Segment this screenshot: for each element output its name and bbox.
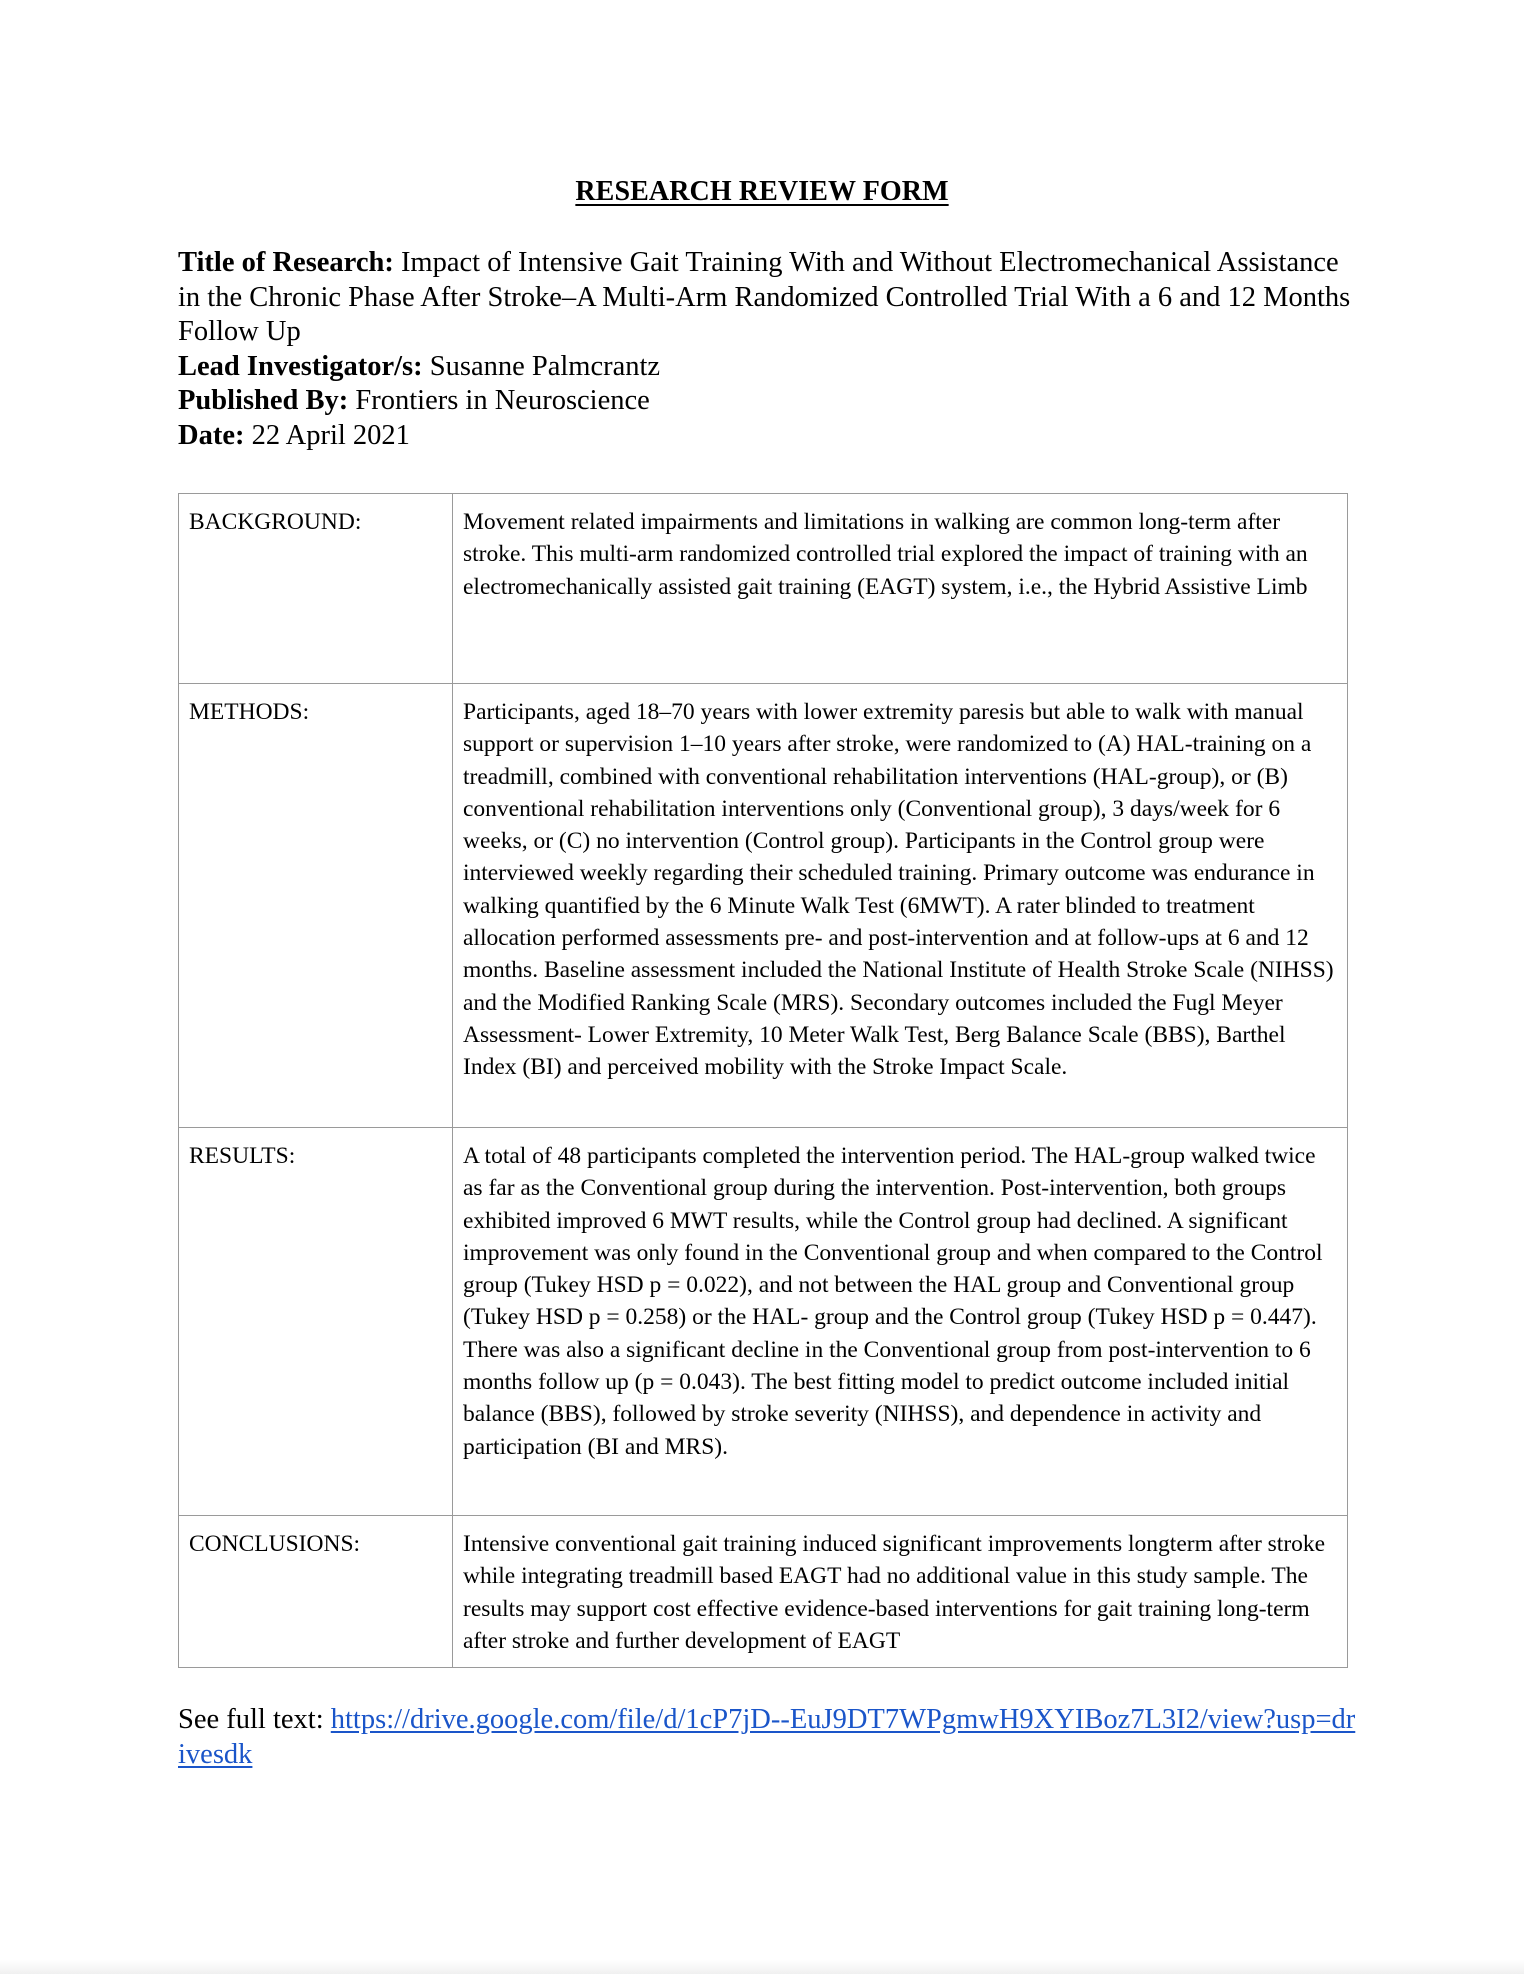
section-label: RESULTS:: [179, 1128, 453, 1516]
section-label: CONCLUSIONS:: [179, 1516, 453, 1668]
title-label: Title of Research:: [178, 247, 394, 278]
title-value: Impact of Intensive Gait Training With and Without Electromechanical Assistance in the Chronic Phase After Stroke–A Multi-Arm Randomized Controlled Trial With a 6 and 12 Months Follow Up: [178, 247, 1351, 348]
section-text: A total of 48 participants completed the intervention period. The HAL-group walked twice as far as the Conventional group during the intervention. Post-intervention, both groups exhibited improved 6 MWT results, while the Control group had declined. A significant improvement was only found in the Conventional group and when compared to the Control group (Tukey HSD p = 0.022), and not between the HAL group and Conventional group (Tukey HSD p = 0.258) or the HAL- group and the Control group (Tukey HSD p = 0.447). There was also a significant decline in the Conventional group from post-intervention to 6 months follow up (p = 0.043). The best fitting model to predict outcome included initial balance (BBS), followed by stroke severity (NIHSS), and dependence in activity and participation (BI and MRS).: [453, 1128, 1348, 1516]
page-bottom-edge: [0, 1960, 1524, 1974]
lead-investigator: [178, 350, 1358, 385]
full-text-reference: [178, 1702, 1358, 1772]
section-row-background: [179, 494, 1348, 684]
date-label: Date:: [178, 419, 245, 451]
section-text: Intensive conventional gait training induced significant improvements longterm after stroke while integrating treadmill based EAGT had no additional value in this study sample. The results may support cost effective evidence-based interventions for gait training long-term after stroke and further development of EAGT: [453, 1516, 1348, 1668]
title-of-research: [178, 246, 1358, 350]
section-text: Participants, aged 18–70 years with lower extremity paresis but able to walk with manual support or supervision 1–10 years after stroke, were randomized to (A) HAL-training on a treadmill, combined with conventional rehabilitation interventions (HAL-group), or (B) conventional rehabilitation interventions only (Conventional group), 3 days/week for 6 weeks, or (C) no intervention (Control group). Participants in the Control group were interviewed weekly regarding their scheduled training. Primary outcome was endurance in walking quantified by the 6 Minute Walk Test (6MWT). A rater blinded to treatment allocation performed assessments pre- and post-intervention and at follow-ups at 6 and 12 months. Baseline assessment included the National Institute of Health Stroke Scale (NIHSS) and the Modified Ranking Scale (MRS). Secondary outcomes included the Fugl Meyer Assessment- Lower Extremity, 10 Meter Walk Test, Berg Balance Scale (BBS), Barthel Index (BI) and perceived mobility with the Stroke Impact Scale.: [453, 684, 1348, 1128]
section-row-methods: [179, 684, 1348, 1128]
research-metadata: [178, 246, 1358, 454]
full-text-link[interactable]: https://drive.google.com/file/d/1cP7jD--EuJ9DT7WPgmwH9XYIBoz7L3I2/view?usp=drivesdk: [178, 1704, 1356, 1770]
section-label: METHODS:: [179, 684, 453, 1128]
section-label: BACKGROUND:: [179, 494, 453, 684]
publication-date: [178, 419, 1358, 454]
form-title: RESEARCH REVIEW FORM: [575, 176, 949, 207]
section-text: Movement related impairments and limitations in walking are common long-term after stroke. This multi-arm randomized controlled trial explored the impact of training with an electromechanically assisted gait training (EAGT) system, i.e., the Hybrid Assistive Limb: [453, 494, 1348, 684]
investigator-label: Lead Investigator/s:: [178, 350, 423, 382]
date-value: 22 April 2021: [251, 419, 410, 451]
full-text-prefix: See full text:: [178, 1704, 324, 1735]
section-row-conclusions: [179, 1516, 1348, 1668]
review-table: [178, 493, 1348, 1668]
published-by: [178, 384, 1358, 419]
section-row-results: [179, 1128, 1348, 1516]
investigator-value: Susanne Palmcrantz: [429, 350, 661, 382]
published-label: Published By:: [178, 385, 349, 417]
published-value: Frontiers in Neuroscience: [355, 385, 650, 417]
